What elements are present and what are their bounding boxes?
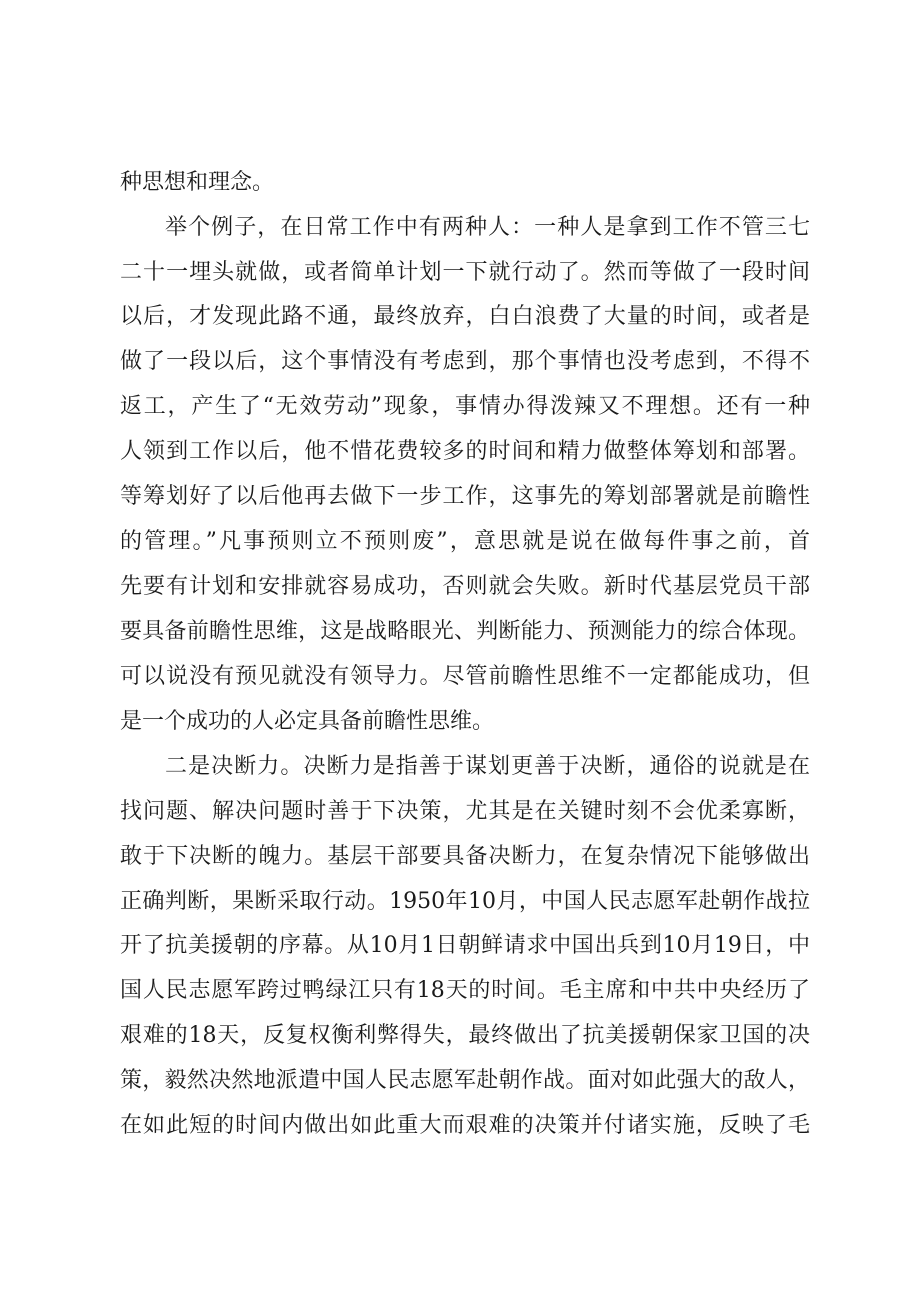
text-line: 是一个成功的人必定具备前瞻性思维。 bbox=[120, 709, 495, 734]
text-line: 正确判断，果断采取行动。1950年10月，中国人民志愿军赴朝作战拉 bbox=[120, 889, 810, 914]
text-line: 要具备前瞻性思维，这是战略眼光、判断能力、预测能力的综合体现。 bbox=[120, 619, 810, 644]
text-line: 先要有计划和安排就容易成功，否则就会失败。新时代基层党员干部 bbox=[120, 574, 810, 599]
paragraph-first-line: 举个例子，在日常工作中有两种人：一种人是拿到工作不管三七 bbox=[165, 215, 810, 240]
text-line: 等筹划好了以后他再去做下一步工作，这事先的筹划部署就是前瞻性 bbox=[120, 484, 810, 509]
paragraph-first-line: 二是决断力。决断力是指善于谋划更善于决断，通俗的说就是在 bbox=[165, 754, 810, 779]
text-line: 艰难的18天，反复权衡利弊得失，最终做出了抗美援朝保家卫国的决 bbox=[120, 1023, 810, 1048]
text-line: 做了一段以后，这个事情没有考虑到，那个事情也没考虑到，不得不 bbox=[120, 349, 810, 374]
text-line: 返工，产生了“无效劳动”现象，事情办得泼辣又不理想。还有一种 bbox=[120, 394, 810, 419]
text-line: 以后，才发现此路不通，最终放弃，白白浪费了大量的时间，或者是 bbox=[120, 304, 810, 329]
text-line: 种思想和理念。 bbox=[120, 170, 275, 195]
text-line: 二十一埋头就做，或者简单计划一下就行动了。然而等做了一段时间 bbox=[120, 260, 810, 285]
text-line: 在如此短的时间内做出如此重大而艰难的决策并付诸实施，反映了毛 bbox=[120, 1113, 810, 1138]
text-line: 敢于下决断的魄力。基层干部要具备决断力，在复杂情况下能够做出 bbox=[120, 844, 810, 869]
text-line: 的管理。”凡事预则立不预则废”，意思就是说在做每件事之前，首 bbox=[120, 529, 810, 554]
text-line: 策，毅然决然地派遣中国人民志愿军赴朝作战。面对如此强大的敌人， bbox=[120, 1068, 810, 1093]
text-line: 开了抗美援朝的序幕。从10月1日朝鲜请求中国出兵到10月19日，中 bbox=[120, 933, 810, 958]
text-line: 找问题、解决问题时善于下决策，尤其是在关键时刻不会优柔寡断， bbox=[120, 799, 810, 824]
text-line: 可以说没有预见就没有领导力。尽管前瞻性思维不一定都能成功，但 bbox=[120, 664, 810, 689]
text-line: 国人民志愿军跨过鸭绿江只有18天的时间。毛主席和中共中央经历了 bbox=[120, 978, 810, 1003]
text-line: 人领到工作以后，他不惜花费较多的时间和精力做整体筹划和部署。 bbox=[120, 439, 810, 464]
